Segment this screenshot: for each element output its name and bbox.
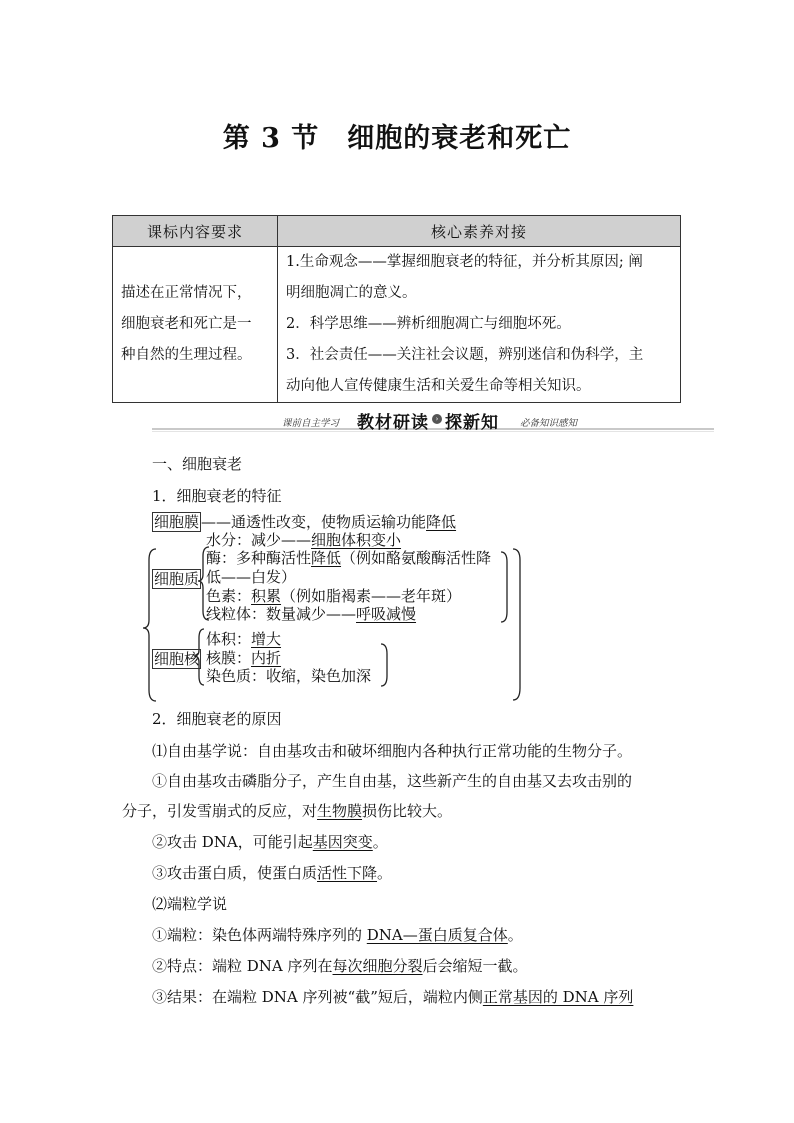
- paragraph: ⑴自由基学说：自由基攻击和破坏细胞内各种执行正常功能的生物分子。: [152, 742, 633, 760]
- text: ①端粒：染色体两端特殊序列的: [152, 926, 367, 944]
- text: ③结果：在端粒 DNA 序列被“截”短后，端粒内侧: [152, 988, 483, 1006]
- competency-line: 1.生命观念——掌握细胞衰老的特征，并分析其原因; 阐: [286, 254, 643, 270]
- curriculum-line: 细胞衰老和死亡是一: [121, 316, 252, 332]
- competency-line: 明细胞凋亡的意义。: [286, 285, 417, 301]
- cytoplasm-label: 细胞质: [154, 570, 200, 588]
- key-term: 基因突变: [312, 833, 373, 851]
- header-curriculum: 课标内容要求: [113, 216, 278, 247]
- pigment-key: 积累: [251, 587, 282, 605]
- enzyme-text: 酶：多种酶活性: [206, 549, 312, 567]
- text: ②攻击 DNA，可能引起: [152, 833, 313, 851]
- water-row: [206, 531, 401, 550]
- key-term: DNA—蛋白质复合体: [366, 926, 508, 944]
- text: ③攻击蛋白质，使蛋白质: [152, 864, 318, 882]
- key-term: 活性下降: [317, 864, 378, 882]
- paragraph: [152, 831, 388, 852]
- paragraph: [152, 955, 528, 976]
- section-title: 细胞的衰老和死亡: [347, 123, 572, 154]
- competency-line: 动向他人宣传健康生活和关爱生命等相关知识。: [286, 378, 591, 394]
- band-title-2: 探新知: [445, 413, 499, 433]
- mito-row: [206, 605, 416, 624]
- pigment-text: 色素：: [206, 587, 252, 605]
- membrane-text: ——通透性改变，使物质运输功能: [201, 513, 427, 531]
- mito-key: 呼吸减慢: [356, 605, 417, 623]
- paragraph: ⑵端粒学说: [152, 895, 228, 913]
- envelope-row: [206, 649, 281, 668]
- band-title-1: 教材研读: [357, 413, 429, 433]
- arrow-icon: ›: [432, 414, 442, 424]
- competency-line: 2．科学思维——辨析细胞凋亡与细胞坏死。: [286, 316, 571, 332]
- paragraph: [152, 986, 633, 1007]
- paragraph: ①自由基攻击磷脂分子，产生自由基，这些新产生的自由基又去攻击别的: [152, 772, 633, 790]
- pigment-note: （例如脂褐素——老年斑）: [281, 587, 462, 605]
- volume-text: 体积：: [206, 630, 252, 648]
- cytoplasm-row: [152, 570, 201, 589]
- enzyme-cont-row: [206, 568, 296, 587]
- envelope-text: 核膜：: [206, 649, 252, 667]
- text: 损伤比较大。: [362, 802, 453, 820]
- curriculum-line: 描述在正常情况下，: [121, 285, 252, 301]
- competency-line: 3．社会责任——关注社会议题，辨别迷信和伪科学，主: [286, 347, 644, 363]
- key-term: 每次细胞分裂: [332, 957, 423, 975]
- water-text: 水分：减少——: [206, 531, 312, 549]
- section-number: 第 3 节: [222, 123, 320, 154]
- subsection-heading: 1．细胞衰老的特征: [152, 487, 282, 505]
- section-heading: 一、细胞衰老: [152, 455, 243, 473]
- chromatin-text: 染色质：收缩，染色加深: [206, 667, 372, 685]
- volume-key: 增大: [251, 630, 282, 648]
- key-term: 正常基因的 DNA 序列: [482, 988, 634, 1006]
- chromatin-row: [206, 667, 371, 686]
- paragraph: [122, 800, 452, 821]
- curriculum-line: 种自然的生理过程。: [121, 347, 252, 363]
- pigment-row: [206, 587, 461, 606]
- enzyme-note: （例如酪氨酸酶活性降: [341, 549, 492, 567]
- membrane-row: [152, 513, 456, 532]
- paragraph: [152, 862, 392, 883]
- enzyme-key: 降低: [311, 549, 342, 567]
- text: 后会缩短一截。: [422, 957, 528, 975]
- text: ②特点：端粒 DNA 序列在: [152, 957, 333, 975]
- key-term: 生物膜: [317, 802, 363, 820]
- water-key: 细胞体积变小: [311, 531, 402, 549]
- band-left-label: 课前自主学习: [282, 418, 340, 429]
- text: 。: [372, 833, 388, 851]
- enzyme-row: [206, 549, 491, 568]
- header-competency: 核心素养对接: [278, 216, 681, 247]
- band-right-label: 必备知识感知: [520, 418, 578, 429]
- subsection-heading-2: 2．细胞衰老的原因: [152, 710, 282, 728]
- membrane-key: 降低: [426, 513, 457, 531]
- paragraph: [152, 924, 523, 945]
- mito-text: 线粒体：数量减少——: [206, 605, 357, 623]
- envelope-key: 内折: [251, 649, 282, 667]
- membrane-label: 细胞膜: [154, 513, 200, 531]
- volume-row: [206, 630, 281, 649]
- nucleus-row: [152, 650, 201, 669]
- text: 分子，引发雪崩式的反应，对: [122, 802, 318, 820]
- text: 。: [377, 864, 393, 882]
- enzyme-note-cont: 低——白发）: [206, 568, 297, 586]
- nucleus-label: 细胞核: [154, 650, 200, 668]
- text: 。: [507, 926, 523, 944]
